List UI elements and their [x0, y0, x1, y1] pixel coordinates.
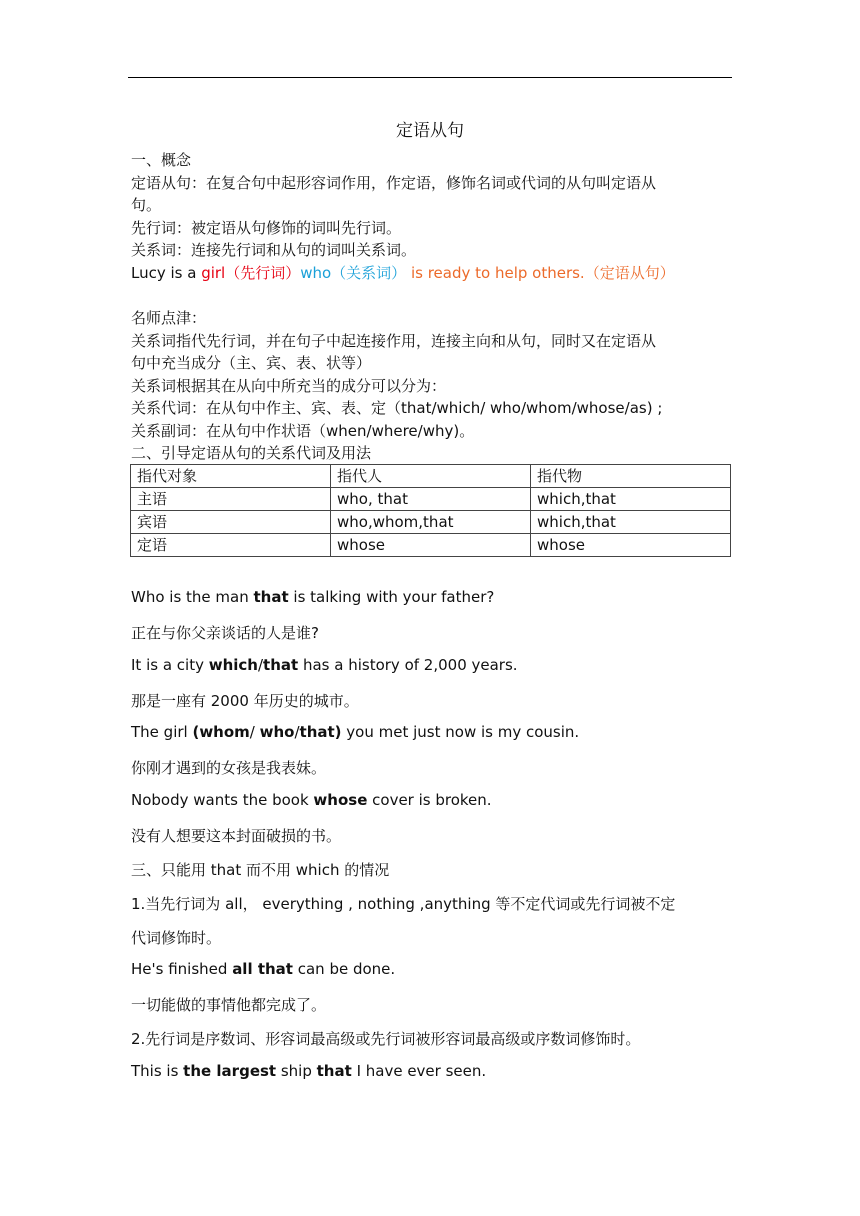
definition-line: 句。 — [131, 196, 162, 214]
table-header: 指代对象 — [131, 465, 331, 488]
example-plain: Lucy is a — [131, 263, 202, 282]
table-header: 指代物 — [531, 465, 731, 488]
example-sentence: Nobody wants the book whose cover is broken. — [131, 791, 492, 809]
example-translation: 没有人想要这本封面破损的书。 — [131, 827, 342, 845]
table-row — [131, 511, 731, 534]
table-cell: 主语 — [131, 488, 331, 511]
colored-example — [131, 262, 735, 285]
example-antecedent: girl（先行词） — [201, 263, 301, 282]
table-row — [131, 534, 731, 557]
example-relword: who（关系词） — [300, 263, 407, 282]
table-cell: who, that — [331, 488, 531, 511]
example-clause: is ready to help others.（定语从句） — [406, 263, 675, 282]
example-sentence: It is a city which/that has a history of 2,000 years. — [131, 656, 518, 674]
table-header: 指代人 — [331, 465, 531, 488]
tips-line: 关系词根据其在从向中所充当的成分可以分为： — [131, 376, 447, 395]
table-cell: which,that — [531, 488, 731, 511]
tips-line: 关系代词：在从句中作主、宾、表、定（that/which/ who/whom/whose/as) ; — [131, 399, 663, 417]
section-heading: 一、概念 — [131, 151, 192, 169]
relative-definition: 关系词：连接先行词和从句的词叫关系词。 — [131, 241, 417, 259]
example-sentence: Who is the man that is talking with your father? — [131, 588, 495, 606]
page-title: 定语从句 — [396, 121, 464, 141]
table-cell: whose — [531, 534, 731, 557]
table-cell: 定语 — [131, 534, 331, 557]
example-translation: 一切能做的事情他都完成了。 — [131, 996, 327, 1014]
concept-section — [131, 149, 735, 284]
example-sentence: This is the largest ship that I have ever seen. — [131, 1062, 487, 1080]
rule-line: 1.当先行词为 all， everything , nothing ,anything 等不定代词或先行词被不定 — [131, 895, 676, 913]
example-sentence: The girl (whom/ who/that) you met just now is my cousin. — [131, 723, 580, 741]
header-rule — [128, 77, 732, 78]
rule-line: 2.先行词是序数词、形容词最高级或先行词被形容词最高级或序数词修饰时。 — [131, 1030, 641, 1048]
table-cell: whose — [331, 534, 531, 557]
tips-heading: 名师点津： — [131, 309, 207, 327]
example-translation: 那是一座有 2000 年历史的城市。 — [131, 692, 359, 710]
section-heading: 三、只能用 that 而不用 which 的情况 — [131, 861, 390, 879]
table-header-row — [131, 465, 731, 488]
tips-line: 句中充当成分（主、宾、表、状等） — [131, 354, 372, 372]
example-translation: 你刚才遇到的女孩是我表妹。 — [131, 759, 327, 777]
relative-pronoun-table — [130, 464, 731, 557]
tips-line: 关系词指代先行词，并在句子中起连接作用，连接主向和从句，同时又在定语从 — [131, 331, 657, 350]
antecedent-definition: 先行词：被定语从句修饰的词叫先行词。 — [131, 218, 402, 237]
section-heading: 二、引导定语从句的关系代词及用法 — [131, 444, 372, 462]
table-row — [131, 488, 731, 511]
table-cell: which,that — [531, 511, 731, 534]
definition-line: 定语从句：在复合句中起形容词作用，作定语，修饰名词或代词的从句叫定语从 — [131, 173, 657, 192]
example-translation: 正在与你父亲谈话的人是谁? — [131, 624, 319, 642]
example-sentence: He's finished all that can be done. — [131, 960, 396, 978]
table-cell: 宾语 — [131, 511, 331, 534]
tips-section — [131, 307, 735, 465]
tips-line: 关系副词：在从句中作状语（when/where/why)。 — [131, 421, 475, 440]
table-cell: who,whom,that — [331, 511, 531, 534]
rule-line: 代词修饰时。 — [131, 929, 222, 947]
